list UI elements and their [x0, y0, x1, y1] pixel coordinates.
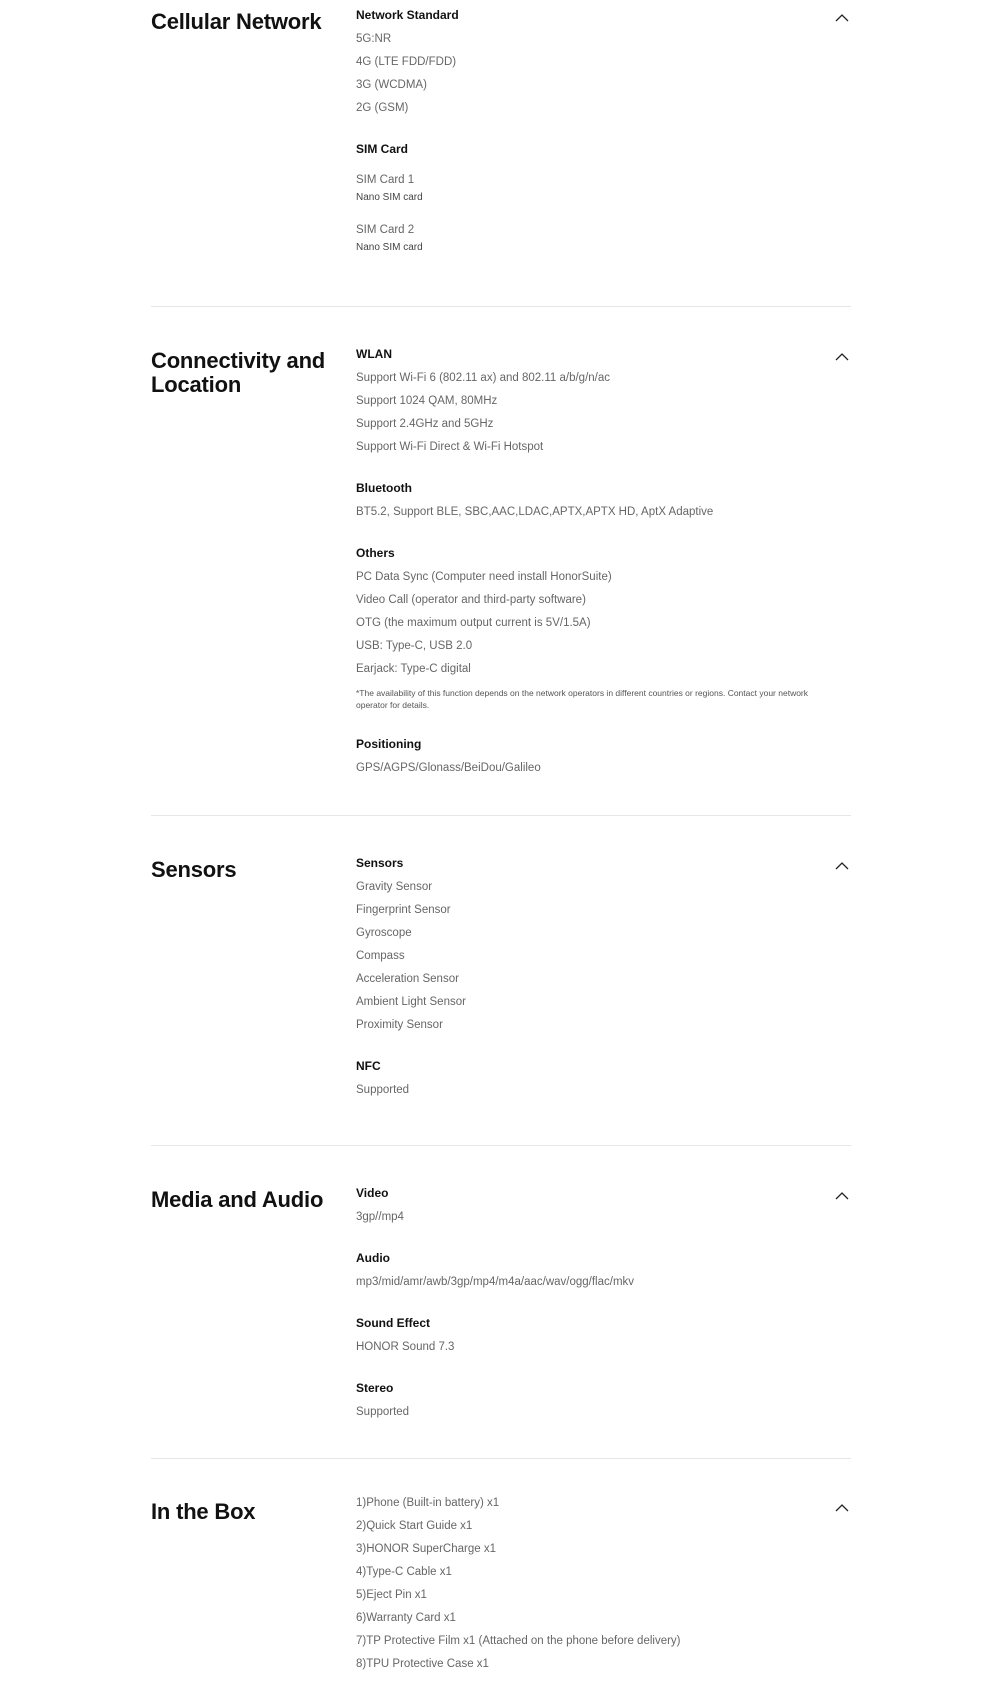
spec-group-sensors — [356, 856, 826, 1037]
spec-value: mp3/mid/amr/awb/3gp/mp4/m4a/aac/wav/ogg/flac/mkv — [356, 1276, 635, 1288]
spec-value: GPS/AGPS/Glonass/BeiDou/Galileo — [356, 762, 541, 774]
spec-value: OTG (the maximum output current is 5V/1.5A) — [356, 617, 591, 629]
divider — [151, 815, 851, 816]
box-item: 7)TP Protective Film x1 (Attached on the phone before delivery) — [356, 1635, 681, 1647]
spec-label: Sensors — [356, 856, 404, 870]
spec-group-positioning — [356, 737, 826, 780]
spec-value: Ambient Light Sensor — [356, 996, 466, 1008]
collapse-toggle[interactable] — [834, 1500, 850, 1516]
spec-value: Support Wi-Fi 6 (802.11 ax) and 802.11 a/b/g/n/ac — [356, 372, 610, 384]
box-item: 4)Type-C Cable x1 — [356, 1566, 452, 1578]
spec-value: Acceleration Sensor — [356, 973, 459, 985]
box-item: 3)HONOR SuperCharge x1 — [356, 1543, 496, 1555]
collapse-toggle[interactable] — [834, 349, 850, 365]
spec-group-nfc — [356, 1059, 826, 1102]
spec-value: Fingerprint Sensor — [356, 904, 451, 916]
section-title: In the Box — [151, 1499, 256, 1524]
spec-group-sound-effect — [356, 1316, 826, 1359]
spec-content — [356, 347, 826, 796]
spec-group-audio — [356, 1251, 826, 1294]
spec-group-bluetooth — [356, 481, 826, 524]
divider — [151, 306, 851, 307]
spec-label: Stereo — [356, 1381, 394, 1395]
spec-value: Compass — [356, 950, 405, 962]
spec-label: Bluetooth — [356, 481, 412, 495]
spec-value: Supported — [356, 1084, 410, 1096]
collapse-toggle[interactable] — [834, 1188, 850, 1204]
chevron-up-icon — [834, 10, 850, 26]
spec-value: HONOR Sound 7.3 — [356, 1341, 455, 1353]
spec-value: Gravity Sensor — [356, 881, 433, 893]
chevron-up-icon — [834, 1500, 850, 1516]
footnote: *The availability of this function depends on the network operators in different countries or regions. Contact your network operator for details. — [356, 688, 809, 710]
box-item: 1)Phone (Built-in battery) x1 — [356, 1497, 500, 1509]
collapse-toggle[interactable] — [834, 858, 850, 874]
spec-group-stereo — [356, 1381, 826, 1424]
spec-label: NFC — [356, 1059, 381, 1073]
collapse-toggle[interactable] — [834, 10, 850, 26]
spec-group-sim-card — [356, 142, 826, 258]
spec-value: 3G (WCDMA) — [356, 79, 427, 91]
sim-card-2 — [356, 222, 826, 258]
box-item: 8)TPU Protective Case x1 — [356, 1658, 489, 1670]
spec-label: Network Standard — [356, 8, 459, 22]
spec-content — [356, 8, 826, 274]
spec-value: Support Wi-Fi Direct & Wi-Fi Hotspot — [356, 441, 544, 453]
spec-value: 3gp//mp4 — [356, 1211, 404, 1223]
spec-label: SIM Card — [356, 142, 409, 156]
box-item: 6)Warranty Card x1 — [356, 1612, 456, 1624]
spec-label: Positioning — [356, 737, 422, 751]
spec-value: USB: Type-C, USB 2.0 — [356, 640, 473, 652]
spec-label: Video — [356, 1186, 389, 1200]
spec-value: PC Data Sync (Computer need install HonorSuite) — [356, 571, 612, 583]
spec-group-box-contents — [356, 1492, 826, 1676]
sim-card-1 — [356, 172, 826, 208]
divider — [151, 1145, 851, 1146]
spec-group-others — [356, 546, 826, 711]
spec-group-network-standard — [356, 8, 826, 120]
chevron-up-icon — [834, 1188, 850, 1204]
spec-value: Support 2.4GHz and 5GHz — [356, 418, 494, 430]
spec-value: Video Call (operator and third-party software) — [356, 594, 586, 606]
spec-label: WLAN — [356, 347, 392, 361]
divider — [151, 1458, 851, 1459]
box-item: 5)Eject Pin x1 — [356, 1589, 427, 1601]
sim-name: SIM Card 2 — [356, 224, 415, 236]
sim-type: Nano SIM card — [356, 242, 423, 253]
section-title: Sensors — [151, 857, 237, 882]
sim-name: SIM Card 1 — [356, 174, 415, 186]
spec-content — [356, 1492, 826, 1692]
section-title: Cellular Network — [151, 9, 322, 34]
spec-group-wlan — [356, 347, 826, 459]
spec-group-video — [356, 1186, 826, 1229]
chevron-up-icon — [834, 349, 850, 365]
spec-value: BT5.2, Support BLE, SBC,AAC,LDAC,APTX,APTX HD, AptX Adaptive — [356, 506, 714, 518]
chevron-up-icon — [834, 858, 850, 874]
spec-value: 5G:NR — [356, 33, 392, 45]
sim-type: Nano SIM card — [356, 192, 423, 203]
spec-content — [356, 1186, 826, 1440]
box-item: 2)Quick Start Guide x1 — [356, 1520, 473, 1532]
spec-value: Support 1024 QAM, 80MHz — [356, 395, 498, 407]
spec-value: Gyroscope — [356, 927, 412, 939]
spec-value: 2G (GSM) — [356, 102, 409, 114]
spec-label: Others — [356, 546, 395, 560]
spec-value: Supported — [356, 1406, 410, 1418]
spec-label: Sound Effect — [356, 1316, 430, 1330]
spec-content — [356, 856, 826, 1118]
spec-value: Proximity Sensor — [356, 1019, 443, 1031]
spec-value: Earjack: Type-C digital — [356, 663, 471, 675]
section-title: Media and Audio — [151, 1187, 324, 1212]
spec-label: Audio — [356, 1251, 390, 1265]
section-title: Connectivity and Location — [151, 348, 326, 397]
spec-value: 4G (LTE FDD/FDD) — [356, 56, 457, 68]
